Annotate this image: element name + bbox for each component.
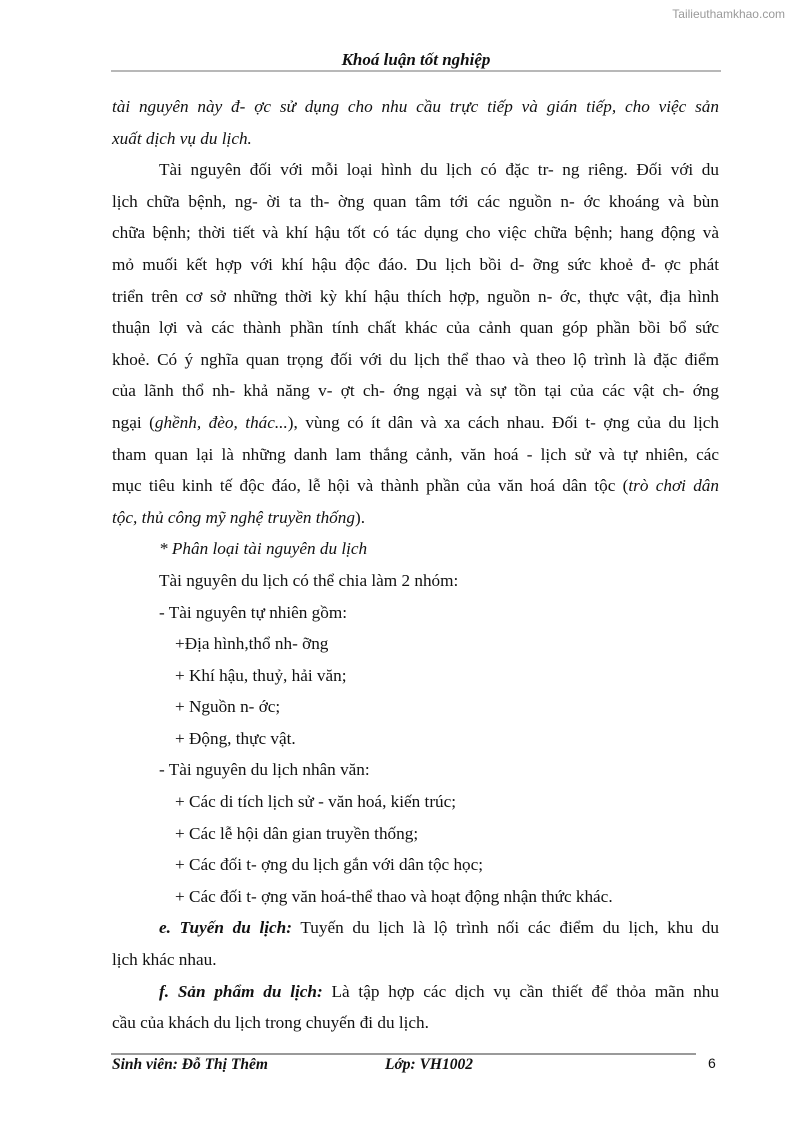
list-item: + Các đối t- ợng văn hoá-thể thao và hoạt động nhận thức khác. bbox=[175, 886, 613, 906]
list-item: + Khí hậu, thuỷ, hải văn; bbox=[175, 665, 347, 685]
paragraph-line: lịch chữa bệnh, ng- ời ta th- ờng quan tâm tới các nguồn n- ớc khoáng và bùn bbox=[112, 191, 719, 211]
text-run: Là tập hợp các dịch vụ cần thiết để thỏa mãn nhu bbox=[322, 981, 719, 1001]
header-divider bbox=[111, 70, 721, 72]
paragraph-line: Tài nguyên du lịch có thể chia làm 2 nhóm: bbox=[159, 570, 459, 590]
paragraph-line bbox=[112, 470, 719, 502]
paragraph-line: Tài nguyên đối với mỗi loại hình du lịch có đặc tr- ng riêng. Đối với du bbox=[159, 160, 719, 180]
list-item: + Động, thực vật. bbox=[175, 728, 296, 748]
definition-line bbox=[112, 912, 719, 944]
footer-student-name: Sinh viên: Đỗ Thị Thêm bbox=[112, 1056, 268, 1073]
text-run: ). bbox=[354, 507, 365, 527]
paragraph-line: lịch khác nhau. bbox=[112, 950, 217, 970]
definition-line bbox=[112, 976, 719, 1008]
footer-class: Lớp: VH1002 bbox=[385, 1056, 473, 1073]
paragraph-line bbox=[112, 502, 719, 534]
paragraph-line: xuất dịch vụ du lịch. bbox=[112, 128, 252, 148]
paragraph-line: thuận lợi và các thành phần tính chất khác của cảnh quan góp phần bồi bổ sức bbox=[112, 318, 719, 338]
text-run: ngại ( bbox=[112, 412, 155, 432]
italic-text-run: ghềnh, đèo, thác... bbox=[154, 412, 288, 432]
paragraph-line: triển trên cơ sở những thời kỳ khí hậu thích hợp, nguồn n- ớc, thực vật, địa hình bbox=[112, 286, 719, 306]
list-item: + Nguồn n- ớc; bbox=[175, 697, 281, 717]
paragraph-line: cầu của khách du lịch trong chuyến đi du lịch. bbox=[112, 1013, 429, 1033]
list-group-label: - Tài nguyên du lịch nhân văn: bbox=[159, 760, 370, 780]
page-header-title: Khoá luận tốt nghiệp bbox=[341, 50, 491, 69]
definition-term: e. Tuyến du lịch: bbox=[159, 918, 292, 938]
list-item: + Các đối t- ợng du lịch gắn với dân tộc học; bbox=[175, 855, 484, 875]
italic-text-run: tộc, thủ công mỹ nghệ truyền thống bbox=[112, 507, 355, 527]
paragraph-line: của lãnh thổ nh- khả năng v- ợt ch- ớng ngại và sự tồn tại của các vật ch- ớng bbox=[112, 381, 719, 401]
footer-divider bbox=[111, 1053, 696, 1055]
list-item: +Địa hình,thổ nh- ỡng bbox=[175, 634, 329, 654]
italic-text-run: trò chơi dân bbox=[628, 476, 719, 496]
watermark: Tailieuthamkhao.com bbox=[672, 7, 785, 21]
definition-term: f. Sản phẩm du lịch: bbox=[159, 981, 323, 1001]
list-item: + Các di tích lịch sử - văn hoá, kiến trúc; bbox=[175, 792, 457, 812]
paragraph-line: tham quan lại là những danh lam thắng cảnh, văn hoá - lịch sử và tự nhiên, các bbox=[112, 444, 719, 464]
text-run: ), vùng có ít dân và xa cách nhau. Đối t- ợng của du lịch bbox=[287, 412, 719, 432]
paragraph-line: mỏ muối kết hợp với khí hậu độc đáo. Du lịch bồi d- ỡng sức khoẻ đ- ợc phát bbox=[112, 254, 719, 274]
paragraph-line: khoẻ. Có ý nghĩa quan trọng đối với du lịch thể thao và theo lộ trình là đặc điểm bbox=[112, 349, 719, 369]
list-group-label: - Tài nguyên tự nhiên gồm: bbox=[159, 602, 348, 622]
list-item: + Các lễ hội dân gian truyền thống; bbox=[175, 823, 419, 843]
text-run: mục tiêu kinh tế độc đáo, lễ hội và thành phần của văn hoá dân tộc ( bbox=[112, 476, 629, 496]
paragraph-line bbox=[112, 407, 719, 439]
text-run: Tuyến du lịch là lộ trình nối các điểm du lịch, khu du bbox=[291, 918, 719, 938]
paragraph-line: tài nguyên này đ- ợc sử dụng cho nhu cầu trực tiếp và gián tiếp, cho việc sản bbox=[112, 97, 719, 116]
section-heading: * Phân loại tài nguyên du lịch bbox=[159, 539, 368, 559]
page-number: 6 bbox=[708, 1055, 716, 1071]
paragraph-line: chữa bệnh; thời tiết và khí hậu tốt có tác dụng cho việc chữa bệnh; hang động và bbox=[112, 223, 719, 243]
document-body bbox=[112, 91, 719, 1039]
